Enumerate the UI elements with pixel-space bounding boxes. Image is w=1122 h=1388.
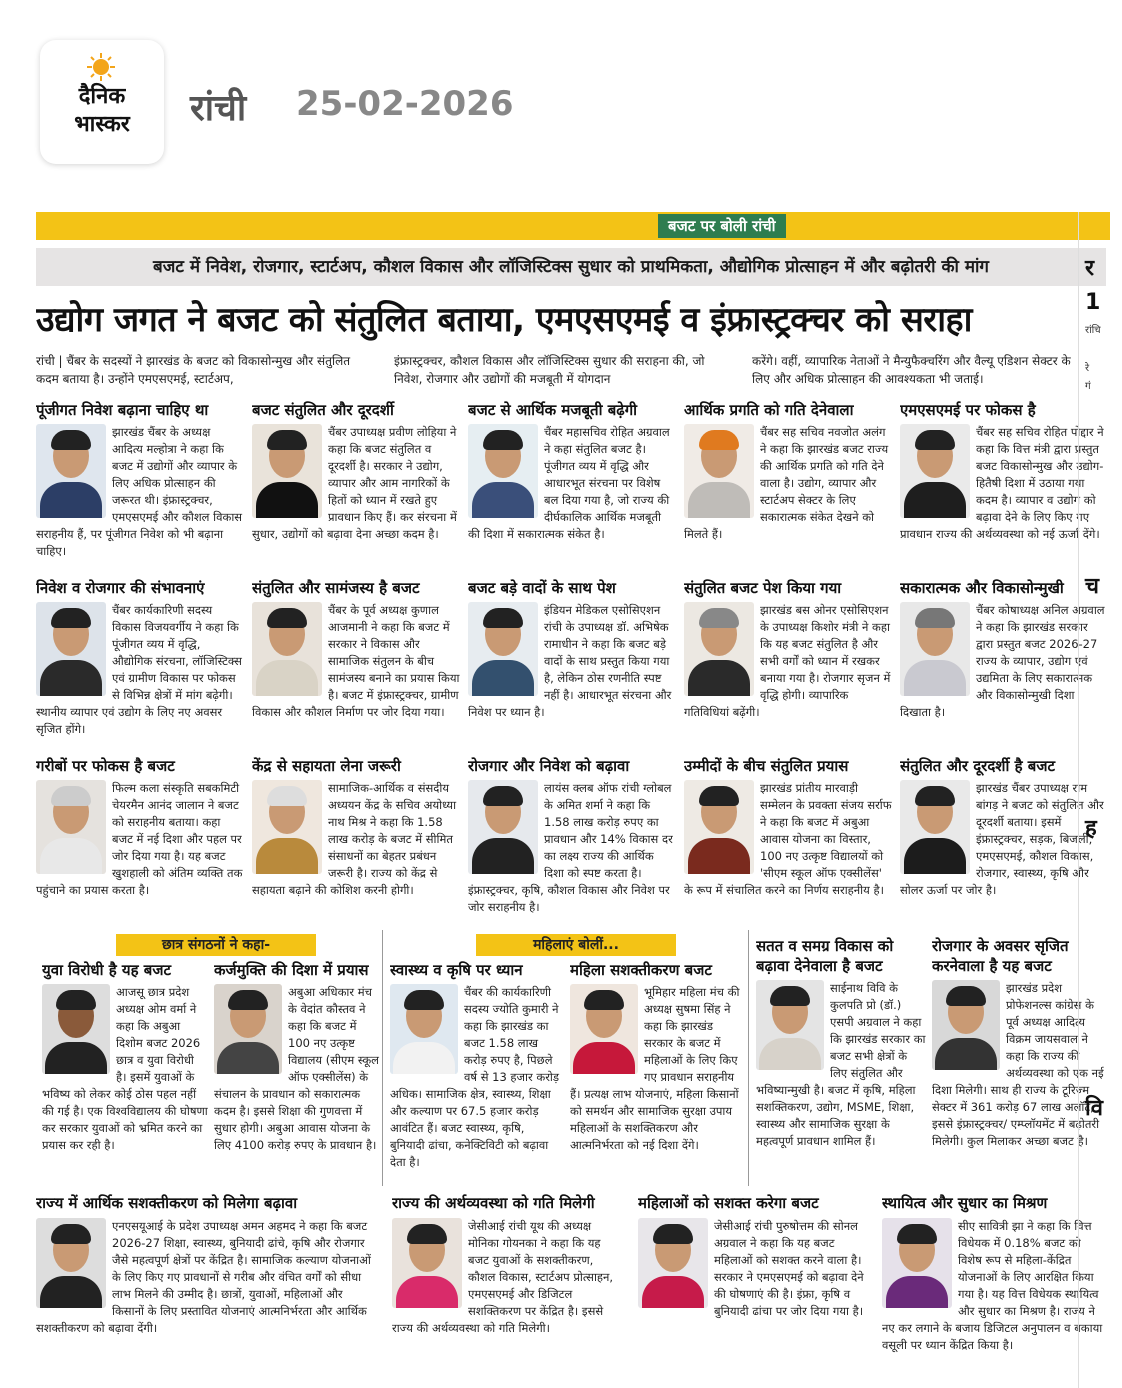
opinion-card bbox=[36, 1192, 376, 1362]
city-label: रांची bbox=[190, 88, 247, 129]
opinion-card bbox=[252, 400, 460, 570]
card-title: आर्थिक प्रगति को गति देनेवाला bbox=[684, 401, 854, 419]
card-text: फिल्म कला संस्कृति सबकमिटी चेयरमैन आनंद जालान ने बजट को सराहनीय बताया। कहा बजट में नई दिशा और पहल पर जोर दिया गया है। यह बजट खुशहाली को अंतिम व्यक्ति तक पहुंचाने का प्रयास करता है। bbox=[36, 781, 243, 897]
logo-line2: भास्कर bbox=[74, 112, 130, 137]
opinion-card bbox=[900, 578, 1108, 748]
card-text: झारखंड प्रांतीय मारवाड़ी सम्मेलन के प्रवक्ता संजय सर्राफ ने कहा कि बजट में अबुआ आवास योजना का विस्तार, 100 नए उत्कृष्ट विद्यालयों को 'सीएम स्कूल ऑफ एक्सीलेंस' के रूप में संचालित करने का निर्णय सराहनीय है। bbox=[684, 781, 892, 897]
reaction-card bbox=[390, 960, 562, 1180]
card-title: स्वास्थ्य व कृषि पर ध्यान bbox=[390, 961, 523, 979]
adjacent-heading-fragment: च bbox=[1085, 574, 1099, 599]
kicker-strap: बजट में निवेश, रोजगार, स्टार्टअप, कौशल विकास और लॉजिस्टिक्स सुधार को प्राथमिकता, औद्योगिक प्रोत्साहन में और बढ़ोतरी की मांग bbox=[36, 248, 1106, 286]
person-photo bbox=[684, 780, 754, 874]
adjacent-heading-fragment: वि bbox=[1085, 1096, 1103, 1121]
person-photo bbox=[468, 602, 538, 696]
opinion-card bbox=[36, 400, 244, 570]
card-text: सीए सावित्री झा ने कहा कि वित्त विधेयक में 0.18% बजट को विशेष रूप से महिला-केंद्रित योजनाओं के लिए आरक्षित किया गया है। यह वित्त विधेयक स्थायित्व और सुधार का मिश्रण है। राज्य ने नए कर लगाने के बजाय डिजिटल अनुपालन व बकाया वसूली पर ध्यान केंद्रित किया है। bbox=[882, 1219, 1103, 1352]
person-photo bbox=[252, 780, 322, 874]
card-text: झारखंड चैंबर उपाध्यक्ष राम बांगड़ ने बजट को संतुलित और दूरदर्शी बताया। इसमें इंफ्रास्ट्रक्चर, सड़क, बिजली, एमएसएमई, कौशल विकास, रोजगार, स्वास्थ्य, कृषि और सोलर ऊर्जा पर जोर है। bbox=[900, 781, 1104, 897]
card-text: चैंबर की कार्यकारिणी सदस्य ज्योति कुमारी ने कहा कि झारखंड का बजट 1.58 लाख करोड़ रुपए है, पिछले वर्ष से 13 हजार करोड़ अधिक। सामाजिक क्षेत्र, स्वास्थ्य, शिक्षा और कल्याण पर 67.5 हजार करोड़ आवंटित हैं। बजट स्वास्थ्य, कृषि, बुनियादी ढांचा, कनेक्टिविटी को बढ़ावा देता है। bbox=[390, 985, 560, 1169]
person-photo bbox=[756, 980, 824, 1070]
card-title: सतत व समग्र विकास को बढ़ावा देनेवाला है बजट bbox=[756, 937, 894, 975]
card-title: संतुलित और दूरदर्शी है बजट bbox=[900, 757, 1056, 775]
opinion-card bbox=[882, 1192, 1108, 1362]
opinion-card bbox=[684, 400, 892, 570]
card-text: एनएसयूआई के प्रदेश उपाध्यक्ष अमन अहमद ने कहा कि बजट 2026-27 शिक्षा, स्वास्थ्य, बुनियादी ढांचे, कृषि और रोजगार जैसे महत्वपूर्ण क्षेत्रों पर केंद्रित है। सामाजिक कल्याण योजनाओं के लिए किए गए प्रावधानों से गरीब और वंचित वर्गों को सीधा लाभ मिलने की उम्मीद है। छात्रों, युवाओं, महिलाओं और किसानों के लिए प्रस्तावित योजनाएं आत्मनिर्भरता और आर्थिक सशक्तीकरण को बढ़ावा देंगी। bbox=[36, 1219, 371, 1335]
card-title: स्थायित्व और सुधार का मिश्रण bbox=[882, 1194, 1048, 1212]
person-photo bbox=[684, 424, 754, 518]
newspaper-page bbox=[36, 212, 1122, 1388]
person-photo bbox=[214, 984, 282, 1074]
card-title: संतुलित और सामंजस्य है बजट bbox=[252, 579, 420, 597]
intro-col-3: करेंगे। वहीं, व्यापारिक नेताओं ने मैन्युफैक्चरिंग और वैल्यू एडिशन सेक्टर के लिए और अधिक प्रोत्साहन की आवश्यकता भी जताई। bbox=[752, 354, 1071, 386]
reaction-card bbox=[756, 936, 926, 1186]
opinion-card bbox=[392, 1192, 624, 1362]
card-text: झारखंड चैंबर के अध्यक्ष आदित्य मल्होत्रा ने कहा कि बजट में उद्योगों और व्यापार के लिए अधिक प्रोत्साहन की जरूरत थी। इंफ्रास्ट्रक्चर, एमएसएमई और कौशल विकास सराहनीय हैं, पर पूंजीगत निवेश को भी बढ़ाना चाहिए। bbox=[36, 425, 243, 558]
person-photo bbox=[468, 424, 538, 518]
card-text: जेसीआई रांची यूथ की अध्यक्ष मोनिका गोयनका ने कहा कि यह बजट युवाओं के सशक्तीकरण, कौशल विकास, स्टार्टअप प्रोत्साहन, एमएसएमई और डिजिटल सशक्तिकरण पर केंद्रित है। इससे राज्य की अर्थव्यवस्था को गति मिलेगी। bbox=[392, 1219, 614, 1335]
reaction-card bbox=[42, 960, 208, 1180]
card-title: महिला सशक्तीकरण बजट bbox=[570, 961, 712, 979]
reactions-section bbox=[36, 930, 1112, 1190]
reaction-card bbox=[214, 960, 380, 1180]
card-text: चैंबर महासचिव रोहित अग्रवाल ने कहा संतुलित बजट है। पूंजीगत व्यय में वृद्धि और आधारभूत संरचना पर विशेष बल दिया गया है, जो राज्य की दीर्घकालिक आर्थिक मजबूती की दिशा में सकारात्मक संकेत है। bbox=[468, 425, 670, 541]
card-text: झारखंड प्रदेश प्रोफेशनल्स कांग्रेस के पूर्व अध्यक्ष आदित्य विक्रम जायसवाल ने कहा कि राज्य की अर्थव्यवस्था को एक नई दिशा मिलेगी। साथ ही राज्य के टूरिज्म सेक्टर में 361 करोड़ 67 लाख अलॉट, इससे इंफ्रास्ट्रक्चर/ एम्प्लॉयमेंट में बढ़ोतरी मिलेगी। कुल मिलाकर अच्छा बजट है। bbox=[932, 981, 1104, 1148]
person-photo bbox=[900, 602, 970, 696]
opinion-card bbox=[252, 578, 460, 748]
adjacent-heading-fragment: 1 bbox=[1085, 290, 1101, 315]
section-bar bbox=[36, 212, 1110, 240]
card-title: रोजगार और निवेश को बढ़ावा bbox=[468, 757, 630, 775]
person-photo bbox=[252, 424, 322, 518]
card-title: राज्य की अर्थव्यवस्था को गति मिलेगी bbox=[392, 1194, 595, 1212]
intro-col-1: रांची | चैंबर के सदस्यों ने झारखंड के बजट को विकासोन्मुख और संतुलित कदम बताया है। उन्होंने एमएसएमई, स्टार्टअप, bbox=[36, 354, 351, 386]
card-title: बजट बड़े वादों के साथ पेश bbox=[468, 579, 616, 597]
person-photo bbox=[932, 980, 1000, 1070]
card-title: संतुलित बजट पेश किया गया bbox=[684, 579, 842, 597]
card-text: चैंबर सह सचिव नवजोत अलंग ने कहा कि झारखंड बजट राज्य की आर्थिक प्रगति को गति देने वाला है। उद्योग, व्यापार और स्टार्टअप सेक्टर के लिए सकारात्मक संकेत देखने को मिलते हैं। bbox=[684, 425, 889, 541]
card-title: गरीबों पर फोकस है बजट bbox=[36, 757, 175, 775]
card-text: सामाजिक-आर्थिक व संसदीय अध्ययन केंद्र के सचिव अयोध्या नाथ मिश्र ने कहा कि 1.58 लाख करोड़ के बजट में सीमित संसाधनों का बेहतर प्रबंधन जरूरी है। राज्य को केंद्र से सहायता बढ़ाने की कोशिश करनी होगी। bbox=[252, 781, 457, 897]
person-photo bbox=[900, 780, 970, 874]
adjacent-column-clip bbox=[1078, 212, 1122, 1388]
person-photo bbox=[468, 780, 538, 874]
card-text: भूमिहार महिला मंच की अध्यक्ष सुषमा सिंह ने कहा कि झारखंड सरकार के बजट में महिलाओं के लिए किए गए प्रावधान सराहनीय हैं। प्रत्यक्ष लाभ योजनाएं, महिला किसानों को समर्थन और सामाजिक सुरक्षा उपाय महिलाओं के सशक्तिकरण और आत्मनिर्भरता को नई दिशा देंगे। bbox=[570, 985, 740, 1152]
column-divider bbox=[382, 930, 383, 1186]
card-title: एमएसएमई पर फोकस है bbox=[900, 401, 1036, 419]
person-photo bbox=[684, 602, 754, 696]
person-photo bbox=[36, 602, 106, 696]
card-title: रोजगार के अवसर सृजित करनेवाला है यह बजट bbox=[932, 937, 1069, 975]
card-title: पूंजीगत निवेश बढ़ाना चाहिए था bbox=[36, 401, 209, 419]
reaction-card bbox=[570, 960, 742, 1180]
person-photo bbox=[392, 1218, 462, 1308]
card-title: कर्जमुक्ति की दिशा में प्रयास bbox=[214, 961, 369, 979]
logo-line1: दैनिक bbox=[78, 84, 126, 109]
app-header bbox=[0, 0, 1122, 200]
card-title: युवा विरोधी है यह बजट bbox=[42, 961, 172, 979]
adjacent-heading-fragment: र bbox=[1085, 256, 1094, 281]
person-photo bbox=[390, 984, 458, 1074]
opinion-card bbox=[36, 578, 244, 748]
card-text: चैंबर के पूर्व अध्यक्ष कुणाल आजमानी ने कहा कि बजट में सरकार ने विकास और सामाजिक संतुलन के बीच सामंजस्य बनाने का प्रयास किया है। बजट में इंफ्रास्ट्रक्चर, ग्रामीण विकास और कौशल निर्माण पर जोर दिया गया। bbox=[252, 603, 460, 719]
opinion-card bbox=[900, 400, 1108, 570]
person-photo bbox=[42, 984, 110, 1074]
headline: उद्योग जगत ने बजट को संतुलित बताया, एमएसएमई व इंफ्रास्ट्रक्चर को सराहा bbox=[36, 300, 972, 340]
opinion-card bbox=[468, 400, 676, 570]
bottom-section bbox=[36, 1192, 1112, 1388]
card-text: साईनाथ विवि के कुलपति प्रो (डॉ.) एसपी अग्रवाल ने कहा कि झारखंड सरकार का बजट सभी क्षेत्रों के लिए संतुलित और भविष्यान्मुखी है। बजट में कृषि, महिला सशक्तिकरण, उद्योग, MSME, शिक्षा, स्वास्थ्य और सामाजिक सुरक्षा के महत्वपूर्ण प्रावधान शामिल हैं। bbox=[756, 981, 926, 1148]
person-photo bbox=[638, 1218, 708, 1308]
column-divider bbox=[748, 930, 749, 1186]
opinion-grid bbox=[36, 400, 1112, 926]
card-text: चैंबर कोषाध्यक्ष अनिल अग्रवाल ने कहा कि झारखंड सरकार द्वारा प्रस्तुत बजट 2026-27 राज्य के व्यापार, उद्योग एवं उद्यमिता के लिए सकारात्मक और विकासोन्मुखी दिशा दिखाता है। bbox=[900, 603, 1105, 719]
card-title: बजट से आर्थिक मजबूती बढ़ेगी bbox=[468, 401, 638, 419]
person-photo bbox=[570, 984, 638, 1074]
intro-col-2: इंफ्रास्ट्रक्चर, कौशल विकास और लॉजिस्टिक्स सुधार की सराहना की, जो निवेश, रोजगार और उद्योगों की मजबूती में योगदान bbox=[394, 354, 705, 386]
card-title: केंद्र से सहायता लेना जरूरी bbox=[252, 757, 401, 775]
card-text: लायंस क्लब ऑफ रांची ग्लोबल के अमित शर्मा ने कहा कि 1.58 लाख करोड़ रुपए का प्रावधान और 14% विकास दर का लक्ष्य राज्य की आर्थिक दिशा को स्पष्ट करता है। इंफ्रास्ट्रक्चर, कृषि, कौशल विकास और निवेश पर जोर सराहनीय है। bbox=[468, 781, 673, 914]
person-photo bbox=[36, 1218, 106, 1308]
opinion-card bbox=[468, 756, 676, 926]
card-text: चैंबर कार्यकारिणी सदस्य विकास विजयवर्गीय ने कहा कि पूंजीगत व्यय में वृद्धि, औद्योगिक संरचना, लॉजिस्टिक्स एवं ग्रामीण विकास पर फोकस से विभिन्न क्षेत्रों में मांग बढ़ेगी। स्थानीय व्यापार एवं उद्योग के लिए नए अवसर सृजित होंगे। bbox=[36, 603, 242, 736]
card-text: जेसीआई रांची पुरुषोत्तम की सोनल अग्रवाल ने कहा कि यह बजट महिलाओं को सशक्त करने वाला है। सरकार ने एमएसएमई को बढ़ावा देने की घोषणाएं की है। इंफ्रा, कृषि व बुनियादी ढांचा पर जोर दिया गया है। bbox=[714, 1219, 864, 1318]
edition-date[interactable]: 25-02-2026 bbox=[296, 84, 514, 124]
card-text: झारखंड बस ओनर एसोसिएशन के उपाध्यक्ष किशोर मंत्री ने कहा कि यह बजट संतुलित है और सभी वर्गों को ध्यान में रखकर बनाया गया है। रोजगार सृजन में वृद्धि होगी। व्यापारिक गतिविधियां बढ़ेंगी। bbox=[684, 603, 891, 719]
person-photo bbox=[36, 780, 106, 874]
person-photo bbox=[882, 1218, 952, 1308]
card-text: चैंबर सह सचिव रोहित पोद्दार ने कहा कि वित्त मंत्री द्वारा प्रस्तुत बजट विकासोन्मुख और उद्योग-हितैषी दिशा में उठाया गया कदम है। व्यापार व उद्योग को बढ़ावा देने के लिए किए गए प्रावधान राज्य की अर्थव्यवस्था को नई ऊर्जा देंगे। bbox=[900, 425, 1104, 541]
card-text: अबुआ अधिकार मंच के वेदांत कौस्तव ने कहा कि बजट में 100 नए उत्कृष्ट विद्यालय (सीएम स्कूल ऑफ एक्सीलेंस) के संचालन के प्रावधान को सकारात्मक कदम है। इससे शिक्षा की गुणवत्ता में सुधार होगी। अबुआ आवास योजना के लिए 4100 करोड़ रुपए के प्रावधान है। bbox=[214, 985, 379, 1152]
card-text: इंडियन मेडिकल एसोसिएशन रांची के उपाध्यक्ष डॉ. अभिषेक रामाधीन ने कहा कि बजट बड़े वादों के साथ प्रस्तुत किया गया है, लेकिन ठोस रणनीति स्पष्ट नहीं है। आधारभूत संरचना और निवेश पर ध्यान है। bbox=[468, 603, 672, 719]
card-title: निवेश व रोजगार की संभावनाएं bbox=[36, 579, 205, 597]
opinion-card bbox=[468, 578, 676, 748]
adjacent-text-fragment: गं bbox=[1085, 381, 1091, 392]
card-title: बजट संतुलित और दूरदर्शी bbox=[252, 401, 394, 419]
card-title: उम्मीदों के बीच संतुलित प्रयास bbox=[684, 757, 849, 775]
opinion-card bbox=[684, 578, 892, 748]
card-title: राज्य में आर्थिक सशक्तीकरण को मिलेगा बढ़ावा bbox=[36, 1194, 298, 1212]
opinion-card bbox=[684, 756, 892, 926]
dainik-bhaskar-logo[interactable] bbox=[40, 40, 164, 164]
person-photo bbox=[900, 424, 970, 518]
sun-icon bbox=[86, 52, 116, 82]
opinion-card bbox=[900, 756, 1108, 926]
adjacent-text-fragment: रांचि bbox=[1085, 325, 1101, 336]
students-label: छात्र संगठनों ने कहा- bbox=[116, 934, 316, 956]
opinion-card bbox=[252, 756, 460, 926]
adjacent-heading-fragment: ह bbox=[1085, 816, 1097, 841]
card-title: सकारात्मक और विकासोन्मुखी bbox=[900, 579, 1064, 597]
opinion-card bbox=[36, 756, 244, 926]
card-text: आजसू छात्र प्रदेश अध्यक्ष ओम वर्मा ने कहा कि अबुआ दिशोम बजट 2026 छात्र व युवा विरोधी है। इसमें युवाओं के भविष्य को लेकर कोई ठोस पहल नहीं की गई है। एक विश्वविद्यालय की घोषणा कर सरकार युवाओं को भ्रमित करने का प्रयास कर रही है। bbox=[42, 985, 208, 1152]
card-title: महिलाओं को सशक्त करेगा बजट bbox=[638, 1194, 819, 1212]
adjacent-text-fragment: रे bbox=[1085, 363, 1090, 374]
card-text: चैंबर उपाध्यक्ष प्रवीण लोहिया ने कहा कि बजट संतुलित व दूरदर्शी है। सरकार ने उद्योग, व्यापार और आम नागरिकों के हितों को ध्यान में रखते हुए प्रावधान किए हैं। कर संरचना में सुधार, उद्योगों को बढ़ावा देना अच्छा कदम है। bbox=[252, 425, 457, 541]
person-photo bbox=[36, 424, 106, 518]
opinion-card bbox=[638, 1192, 866, 1362]
section-tag: बजट पर बोली रांची bbox=[658, 214, 786, 238]
women-label: महिलाएं बोलीं... bbox=[476, 934, 676, 956]
person-photo bbox=[252, 602, 322, 696]
